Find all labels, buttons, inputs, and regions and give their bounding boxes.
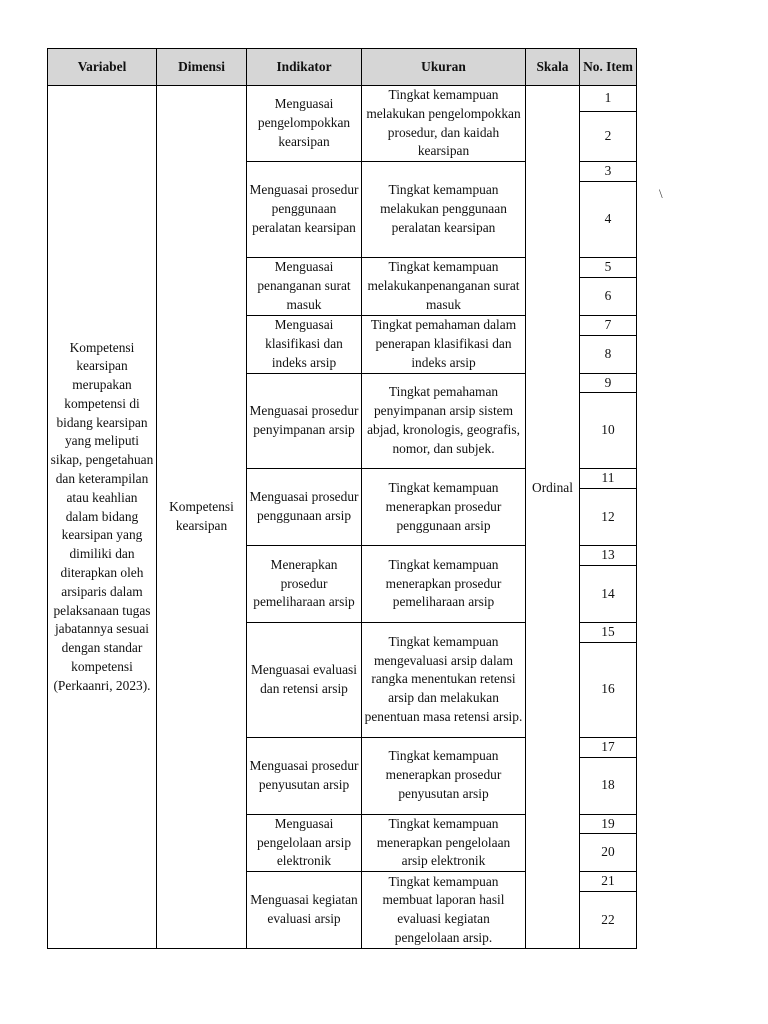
instrument-table [47,48,637,949]
item-number-cell: 12 [580,489,637,546]
measure-cell: Tingkat kemampuan melakukan pengelompokkan prosedur, dan kaidah kearsipan [362,86,526,162]
indicator-cell: Menguasai pengelompokkan kearsipan [247,86,362,162]
item-number-cell: 8 [580,335,637,373]
item-number-cell: 7 [580,315,637,335]
table-body [48,86,637,949]
item-number-cell: 2 [580,112,637,162]
measure-cell: Tingkat kemampuan melakukanpenanganan surat masuk [362,257,526,315]
indicator-cell: Menguasai prosedur penggunaan arsip [247,469,362,546]
indicator-cell: Menguasai pengelolaan arsip elektronik [247,814,362,872]
header-skala: Skala [526,49,580,86]
header-variabel: Variabel [48,49,157,86]
indicator-cell: Menguasai kegiatan evaluasi arsip [247,872,362,949]
header-row [48,49,637,86]
variable-definition-cell: Kompetensi kearsipan merupakan kompetensi di bidang kearsipan yang meliputi sikap, pengetahuan dan keterampilan atau keahlian dalam bidang kearsipan yang dimiliki dan diterapkan oleh arsiparis dalam pelaksanaan tugas jabatannya sesuai dengan standar kompetensi (Perkaanri, 2023). [48,86,157,949]
measure-cell: Tingkat kemampuan menerapkan prosedur penyusutan arsip [362,737,526,814]
item-number-cell: 6 [580,277,637,315]
measure-cell: Tingkat kemampuan menerapkan pengelolaan arsip elektronik [362,814,526,872]
indicator-cell: Menguasai klasifikasi dan indeks arsip [247,315,362,373]
stray-mark: \ [659,186,663,201]
measure-cell: Tingkat kemampuan membuat laporan hasil evaluasi kegiatan pengelolaan arsip. [362,872,526,949]
header-no-item: No. Item [580,49,637,86]
item-number-cell: 11 [580,469,637,489]
indicator-cell: Menerapkan prosedur pemeliharaan arsip [247,546,362,623]
item-number-cell: 22 [580,892,637,949]
header-dimensi: Dimensi [157,49,247,86]
indicator-cell: Menguasai evaluasi dan retensi arsip [247,622,362,737]
scale-cell: Ordinal [526,86,580,892]
header-ukuran: Ukuran [362,49,526,86]
dimension-cell: Kompetensi kearsipan [157,86,247,949]
item-number-cell: 1 [580,86,637,112]
item-number-cell: 13 [580,546,637,566]
item-number-cell: 16 [580,642,637,737]
item-number-cell: 4 [580,181,637,257]
item-number-cell: 15 [580,622,637,642]
item-number-cell: 21 [580,872,637,892]
indicator-cell: Menguasai prosedur penyimpanan arsip [247,373,362,469]
measure-cell: Tingkat pemahaman dalam penerapan klasifikasi dan indeks arsip [362,315,526,373]
item-number-cell: 10 [580,393,637,469]
item-number-cell: 18 [580,757,637,814]
item-number-cell: 3 [580,162,637,182]
measure-cell: Tingkat kemampuan melakukan penggunaan peralatan kearsipan [362,162,526,258]
indicator-cell: Menguasai penanganan surat masuk [247,257,362,315]
measure-cell: Tingkat pemahaman penyimpanan arsip sistem abjad, kronologis, geografis, nomor, dan subjek. [362,373,526,469]
item-number-cell: 17 [580,737,637,757]
item-number-cell: 9 [580,373,637,393]
item-number-cell: 14 [580,565,637,622]
indicator-cell: Menguasai prosedur penyusutan arsip [247,737,362,814]
table-row [48,86,637,112]
indicator-cell: Menguasai prosedur penggunaan peralatan kearsipan [247,162,362,258]
header-indikator: Indikator [247,49,362,86]
item-number-cell: 5 [580,257,637,277]
measure-cell: Tingkat kemampuan mengevaluasi arsip dalam rangka menentukan retensi arsip dan melakukan penentuan masa retensi arsip. [362,622,526,737]
scale-empty-cell [526,892,580,949]
item-number-cell: 20 [580,834,637,872]
item-number-cell: 19 [580,814,637,834]
measure-cell: Tingkat kemampuan menerapkan prosedur pemeliharaan arsip [362,546,526,623]
measure-cell: Tingkat kemampuan menerapkan prosedur penggunaan arsip [362,469,526,546]
